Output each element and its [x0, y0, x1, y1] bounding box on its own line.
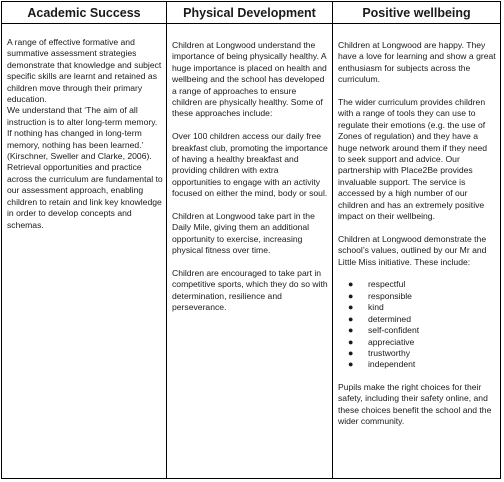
wellbeing-paragraph-4: Pupils make the right choices for their safety, including their safety online, and these choices benefit the school and the wider community. [338, 381, 492, 426]
list-item: ● kind [348, 302, 384, 313]
header-academic-success: Academic Success [2, 2, 167, 23]
wellbeing-paragraph-1: Children at Longwood are happy. They have a love for learning and show a great enthusiasm for subjects across the curriculum. [338, 40, 496, 85]
bullet-icon: ● [348, 336, 354, 347]
table-body-row [2, 24, 500, 478]
physical-paragraph-4: Children are encouraged to take part in competitive sports, which they do so with determination, resilience and perseverance. [172, 268, 328, 313]
list-item: ● respectful [348, 279, 406, 290]
bullet-icon: ● [348, 359, 354, 370]
physical-paragraph-3: Children at Longwood take part in the Daily Mile, giving them an additional opportunity to exercise, increasing physical fitness over time. [172, 211, 315, 256]
column-positive-wellbeing [333, 24, 500, 478]
values-table [1, 1, 501, 479]
physical-paragraph-1: Children at Longwood understand the importance of being physically healthy. A huge importance is placed on health and wellbeing and the school has developed a range of approaches to ensure children are physically healthy. Some of these approaches include: [172, 40, 327, 119]
academic-paragraph-2: We understand that ‘The aim of all instruction is to alter long-term memory. If nothing has changed in long-term memory, nothing has been learned.’ (Kirschner, Sweller and Clarke, 2006). Retrieval opportunities and practice across the curriculum are fundamental to our assessment approach, enabling children to retain and link key knowledge in order to develop concepts and schemas. [7, 105, 163, 230]
bullet-icon: ● [348, 347, 354, 358]
bullet-icon: ● [348, 279, 354, 290]
list-item: ● independent [348, 359, 416, 370]
school-values-list [338, 279, 496, 370]
bullet-icon: ● [348, 302, 354, 313]
bullet-icon: ● [348, 313, 354, 324]
wellbeing-paragraph-2: The wider curriculum provides children with a range of tools they can use to regulate their emotions (e.g. the use of Zones of regulation) and they have a huge network around them if they need to seek support and advice. Our partnership with Place2Be provides invaluable support. The service is accessed by a high number of our children and has an extremely positive impact on their wellbeing. [338, 97, 488, 222]
table-header-row [2, 2, 500, 24]
list-item: ● determined [348, 313, 411, 324]
academic-paragraph-1: A range of effective formative and summative assessment strategies demonstrate that knowledge and subject specific skills are learnt and retained as children move through their primary education. [7, 37, 162, 105]
physical-paragraph-2: Over 100 children access our daily free breakfast club, promoting the importance of having a healthy breakfast and providing children with extra opportunities to engage with an activity focused on either the mind, body or soul. [172, 131, 328, 199]
list-item: ● responsible [348, 290, 412, 301]
column-academic-success [2, 24, 167, 478]
list-item: ● self-confident [348, 325, 420, 336]
header-positive-wellbeing: Positive wellbeing [362, 5, 471, 20]
bullet-icon: ● [348, 290, 354, 301]
header-physical-development: Physical Development [167, 2, 333, 23]
list-item: ● appreciative [348, 336, 415, 347]
bullet-icon: ● [348, 325, 354, 336]
list-item: ● trustworthy [348, 347, 411, 358]
column-physical-development [167, 24, 333, 478]
wellbeing-paragraph-3: Children at Longwood demonstrate the school’s values, outlined by our Mr and Little Miss initiative. These include: [338, 233, 487, 267]
